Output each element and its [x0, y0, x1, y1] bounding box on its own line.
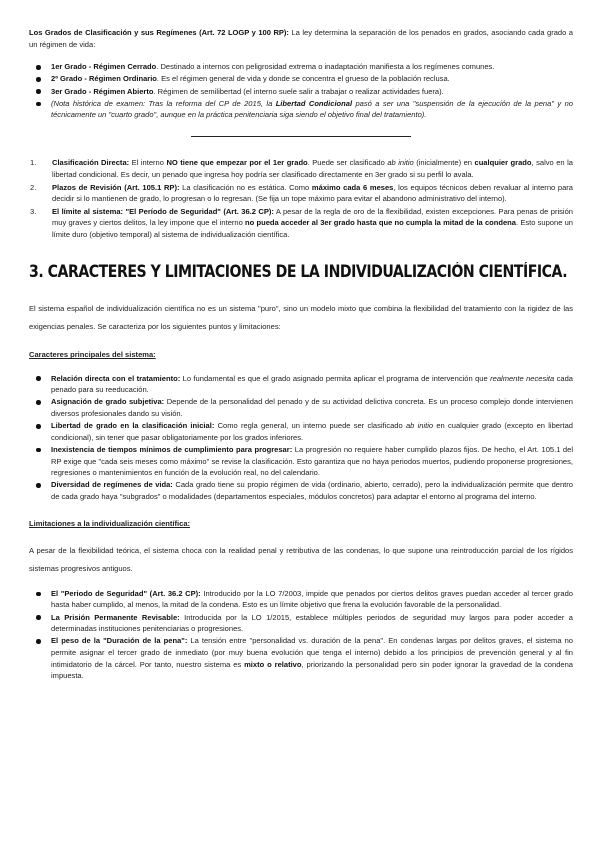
- list-item: [51, 73, 573, 85]
- item-label: La Prisión Permanente Revisable:: [51, 612, 180, 622]
- item-text: . Esto supone un límite duro (objetivo temporal) al sistema de individualización científica.: [52, 218, 574, 239]
- item-italic: ab initio: [387, 158, 414, 168]
- item-number: 1.: [30, 158, 37, 168]
- item-number: 2.: [30, 182, 37, 192]
- item-text: La clasificación no es estática. Como: [179, 182, 312, 192]
- grade-text: . Es el régimen general de vida y donde se concentra el grueso de la población reclusa.: [156, 74, 450, 84]
- item-text: Introducida por la LO 1/2015, establece múltiples periodos de seguridad muy largos para poder acceder a determinadas instituciones penitenciarias o progresiones.: [51, 612, 573, 634]
- item-text: El interno: [129, 158, 167, 168]
- item-text: A pesar de la regla de oro de la flexibilidad, existen excepciones. Para penas de prisión muy graves y ciertos delitos, la ley impone que el interno: [52, 206, 573, 228]
- list-item: [51, 444, 573, 479]
- document-page: [29, 27, 573, 682]
- note-text: (Nota histórica de examen: Tras la reforma del CP de 2015, la: [51, 98, 276, 108]
- list-item: [51, 61, 573, 73]
- note-bold: Libertad Condicional: [275, 98, 353, 108]
- section-title: 3. CARACTERES Y LIMITACIONES DE LA INDIVIDUALIZACIÓN CIENTÍFICA.: [29, 262, 568, 282]
- item-text: cada penado para su reeducación.: [51, 373, 573, 395]
- list-item: [51, 373, 573, 396]
- item-label: Asignación de grado subjetiva:: [51, 397, 165, 407]
- item-bold: mixto o relativo: [244, 659, 302, 669]
- list-item: [51, 86, 573, 98]
- item-label: Libertad de grado en la clasificación inicial:: [51, 421, 215, 431]
- section-intro: El sistema español de individualización científica no es un sistema "puro", sino un modelo mixto que combina la flexibilidad del tratamiento con la rigidez de las exigencias penales. Se caracteriza por los siguientes puntos y limitaciones:: [29, 304, 573, 332]
- limits-intro: A pesar de la flexibilidad teórica, el sistema choca con la realidad penal y retributiva de las condenas, lo que supone una reintroducción parcial de los rígidos sistemas progresivos antiguos.: [29, 546, 573, 573]
- item-bold: NO tiene que empezar por el 1er grado: [166, 158, 308, 168]
- characters-heading: Caracteres principales del sistema:: [29, 350, 156, 360]
- item-label: El peso de la "Duración de la pena":: [51, 636, 188, 646]
- item-text: , salvo en la libertad condicional. Es decir, un penado que ingresa hoy podría ser clasificado directamente en 3er grado si su perfil lo avala.: [52, 158, 573, 179]
- list-item: [51, 420, 573, 443]
- item-text: Cada grado tiene su propio régimen de vida (ordinario, abierto, cerrado), pero la individualización permite que dentro de cada grado haya "subgrados" o modalidades (departamentos especiales, módulos concretos) para adaptar el entorno al programa del interno.: [51, 480, 573, 501]
- horizontal-divider: [191, 136, 411, 137]
- item-label: Relación directa con el tratamiento:: [51, 373, 181, 383]
- item-text: Como regla general, un interno puede ser clasificado: [214, 421, 406, 431]
- item-text: Lo fundamental es que el grado asignado permita aplicar el programa de intervención que: [180, 373, 491, 383]
- item-bold: cualquier grado: [474, 158, 532, 168]
- grade-label: 1er Grado - Régimen Cerrado: [51, 62, 157, 72]
- limits-heading: Limitaciones a la individualización científica:: [29, 518, 191, 528]
- item-text: , priorizando la personalidad pero sin poder ignorar la gravedad de la condena impuesta.: [51, 659, 573, 681]
- grade-text: . Destinado a internos con peligrosidad extrema o inadaptación manifiesta a los regímenes comunes.: [156, 62, 495, 72]
- item-text: , los equipos técnicos deben revaluar al interno para decidir si lo mantienen de grado, lo progresan o lo regresan. (Se fija un tope máximo para evitar el abandono administrativo del interno).: [52, 182, 573, 204]
- item-label: Inexistencia de tiempos mínimos de cumplimiento para progresar:: [51, 445, 293, 455]
- list-item: [51, 612, 573, 635]
- numbered-item: [30, 206, 574, 241]
- item-number: 3.: [30, 206, 37, 216]
- item-label: Diversidad de regímenes de vida:: [51, 480, 173, 490]
- list-item: [51, 588, 573, 611]
- list-item: [51, 635, 573, 681]
- intro-paragraph: [29, 27, 573, 50]
- numbered-item: [30, 182, 573, 205]
- grades-list: [29, 61, 573, 121]
- item-italic: realmente necesita: [490, 373, 555, 383]
- item-text: (inicialmente) en: [413, 158, 475, 168]
- grade-text: . Régimen de semilibertad (el interno suele salir a trabajar o realizar actividades fuera).: [153, 86, 444, 96]
- item-bold: máximo cada 6 meses: [311, 182, 394, 192]
- item-text: . Puede ser clasificado: [307, 158, 388, 168]
- list-item: [51, 396, 573, 419]
- list-item: [51, 479, 573, 502]
- item-text: La progresión no requiere haber cumplido plazos fijos. De hecho, el Art. 105.1 del RP exige que "cada seis meses como máximo" se revise la clasificación. Esto garantiza que no haya periodos muertos, pudiendo proponerse progresiones, regresiones o mantenimientos en función de la evolución real, no del calendario.: [51, 445, 573, 478]
- item-label: El límite al sistema: "El Período de Seguridad" (Art. 36.2 CP):: [52, 206, 274, 216]
- item-text: La tensión entre "personalidad vs. duración de la pena". En condenas largas por delitos graves, el sistema no permite asignar el tercer grado de inmediato (por muy buena evolución que tenga el interno) debido a los principios de prevención general y al fin intimidatorio de la cárcel. Por tanto, nuestro sistema es: [51, 636, 573, 669]
- grade-label: 2º Grado - Régimen Ordinario: [51, 74, 157, 84]
- item-label: Plazos de Revisión (Art. 105.1 RP):: [52, 182, 180, 192]
- characters-list: [29, 373, 573, 503]
- item-text: Introducido por la LO 7/2003, impide que penados por ciertos delitos graves puedan acceder al tercer grado hasta haber cumplido, al menos, la mitad de la condena. Esto es un límite objetivo que frena la evolución favorable de la personalidad.: [51, 588, 573, 610]
- grade-label: 3er Grado - Régimen Abierto: [51, 86, 154, 96]
- numbered-list: [29, 157, 573, 240]
- note-text: pasó a ser una "suspensión de la ejecución de la pena" y no técnicamente un "cuarto grado", aunque en la práctica penitenciaria siga siendo el objetivo final del tratamiento).: [51, 98, 573, 120]
- numbered-item: [30, 157, 573, 180]
- intro-text: La ley determina la separación de los penados en grados, asociando cada grado a un régimen de vida:: [29, 28, 573, 49]
- item-bold: no pueda acceder al 3er grado hasta que no cumpla la mitad de la condena: [245, 218, 516, 228]
- item-text: Depende de la personalidad del penado y de su actividad delictiva concreta. Es un proceso complejo donde intervienen diversos profesionales dando su visión.: [51, 397, 573, 419]
- item-italic: ab initio: [405, 421, 434, 431]
- item-label: Clasificación Directa:: [52, 158, 130, 168]
- historical-note: [51, 98, 573, 121]
- item-text: en cualquier grado (excepto en libertad condicional), sin tener que pasar obligatoriamente por los grados inferiores.: [51, 421, 574, 442]
- item-label: El "Periodo de Seguridad" (Art. 36.2 CP):: [51, 588, 201, 598]
- intro-heading: Los Grados de Clasificación y sus Regímenes (Art. 72 LOGP y 100 RP):: [29, 28, 289, 37]
- limits-list: [29, 588, 573, 682]
